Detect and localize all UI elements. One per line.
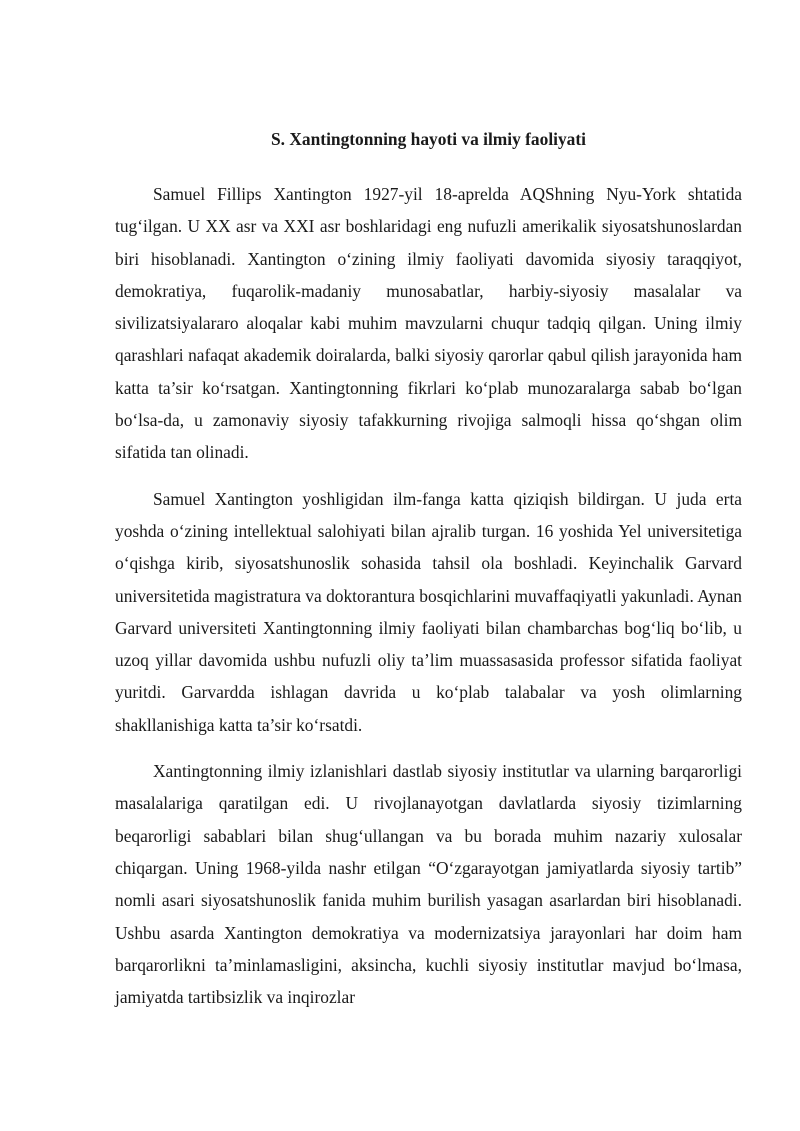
paragraph-1: Samuel Fillips Xantington 1927-yil 18-aprelda AQShning Nyu-York shtatida tug‘ilgan. U XX asr va XXI asr boshlaridagi eng nufuzli amerikalik siyosatshunoslardan biri hisoblanadi. Xantington o‘zining ilmiy faoliyati davomida siyosiy taraqqiyot, demokratiya, fuqarolik-madaniy munosabatlar, harbiy-siyosiy masalalar va sivilizatsiyalararo aloqalar kabi muhim mavzularni chuqur tadqiq qilgan. Uning ilmiy qarashlari nafaqat akademik doiralarda, balki siyosiy qarorlar qabul qilish jarayonida ham katta ta’sir ko‘rsatgan. Xantingtonning fikrlari ko‘plab munozaralarga sabab bo‘lgan bo‘lsa-da, u zamonaviy siyosiy tafakkurning rivojiga salmoqli hissa qo‘shgan olim sifatida tan olinadi. (115, 184, 742, 463)
paragraph-2: Samuel Xantington yoshligidan ilm-fanga katta qiziqish bildirgan. U juda erta yoshda o‘zining intellektual salohiyati bilan ajralib turgan. 16 yoshida Yel universitetiga o‘qishga kirib, siyosatshunoslik sohasida tahsil ola boshladi. Keyinchalik Garvard universitetida magistratura va doktorantura bosqichlarini muvaffaqiyatli yakunladi. Aynan Garvard universiteti Xantingtonning ilmiy faoliyati bilan chambarchas bog‘liq bo‘lib, u uzoq yillar davomida ushbu nufuzli oliy ta’lim muassasasida professor sifatida faoliyat yuritdi. Garvardda ishlagan davrida u ko‘plab talabalar va yosh olimlarning shakllanishiga katta ta’sir ko‘rsatdi. (115, 488, 742, 735)
paragraph-3: Xantingtonning ilmiy izlanishlari dastlab siyosiy institutlar va ularning barqarorligi masalalariga qaratilgan edi. U rivojlanayotgan davlatlarda siyosiy tizimlarning beqarorligi sabablari bilan shug‘ullangan va bu borada muhim nazariy xulosalar chiqargan. Uning 1968-yilda nashr etilgan “O‘zgarayotgan jamiyatlarda siyosiy tartib” nomli asari siyosatshunoslik fanida muhim burilish yasagan asarlardan biri hisoblanadi. Ushbu asarda Xantington demokratiya va modernizatsiya jarayonlari har doim ham barqarorlikni ta’minlamasligini, aksincha, kuchli siyosiy institutlar mavjud bo‘lmasa, jamiyatda tartibsizlik va inqirozlar (115, 761, 742, 1008)
document-title: S. Xantingtonning hayoti va ilmiy faoliyati (270, 129, 586, 149)
document-body (115, 122, 742, 1027)
